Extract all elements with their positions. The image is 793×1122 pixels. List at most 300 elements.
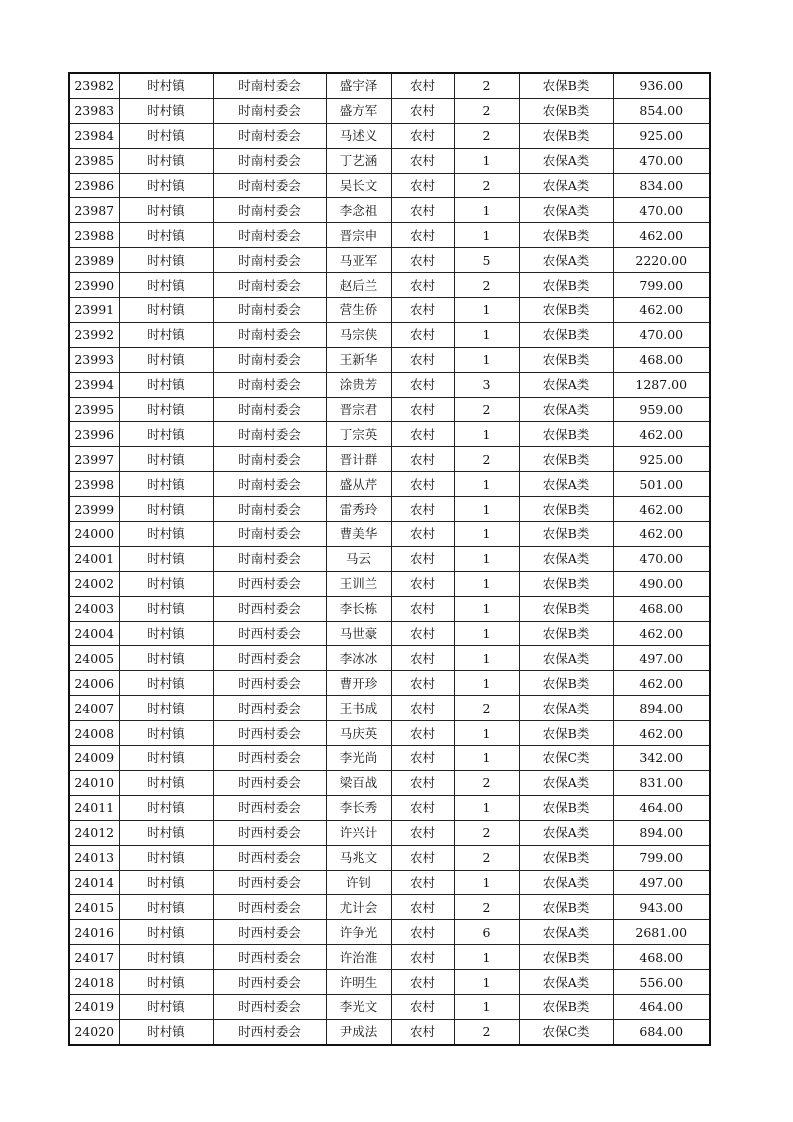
record-id-cell: 24011 <box>69 795 119 820</box>
village-committee-cell: 时西村委会 <box>213 994 326 1019</box>
member-count-cell: 1 <box>454 472 519 497</box>
amount-cell: 468.00 <box>613 596 710 621</box>
household-type-cell: 农村 <box>391 422 454 447</box>
record-id-cell: 24017 <box>69 945 119 970</box>
household-type-cell: 农村 <box>391 920 454 945</box>
insurance-category-cell: 农保C类 <box>519 1019 613 1044</box>
town-cell: 时村镇 <box>119 472 213 497</box>
person-name-cell: 盛宇泽 <box>326 73 391 98</box>
insurance-category-cell: 农保A类 <box>519 820 613 845</box>
member-count-cell: 2 <box>454 73 519 98</box>
table-row <box>69 173 710 198</box>
village-committee-cell: 时南村委会 <box>213 447 326 472</box>
household-type-cell: 农村 <box>391 994 454 1019</box>
person-name-cell: 马世豪 <box>326 621 391 646</box>
household-type-cell: 农村 <box>391 372 454 397</box>
village-committee-cell: 时西村委会 <box>213 696 326 721</box>
person-name-cell: 许兴计 <box>326 820 391 845</box>
amount-cell: 462.00 <box>613 298 710 323</box>
person-name-cell: 许争光 <box>326 920 391 945</box>
household-type-cell: 农村 <box>391 347 454 372</box>
records-table <box>68 72 711 1046</box>
table-row <box>69 148 710 173</box>
member-count-cell: 2 <box>454 397 519 422</box>
insurance-category-cell: 农保A类 <box>519 248 613 273</box>
amount-cell: 936.00 <box>613 73 710 98</box>
insurance-category-cell: 农保A类 <box>519 198 613 223</box>
table-row <box>69 397 710 422</box>
household-type-cell: 农村 <box>391 945 454 970</box>
town-cell: 时村镇 <box>119 322 213 347</box>
member-count-cell: 1 <box>454 347 519 372</box>
household-type-cell: 农村 <box>391 870 454 895</box>
person-name-cell: 尹成法 <box>326 1019 391 1044</box>
member-count-cell: 6 <box>454 920 519 945</box>
amount-cell: 468.00 <box>613 347 710 372</box>
person-name-cell: 李冰冰 <box>326 646 391 671</box>
household-type-cell: 农村 <box>391 970 454 995</box>
village-committee-cell: 时西村委会 <box>213 596 326 621</box>
town-cell: 时村镇 <box>119 596 213 621</box>
amount-cell: 462.00 <box>613 721 710 746</box>
amount-cell: 2681.00 <box>613 920 710 945</box>
village-committee-cell: 时西村委会 <box>213 621 326 646</box>
member-count-cell: 2 <box>454 123 519 148</box>
household-type-cell: 农村 <box>391 522 454 547</box>
amount-cell: 925.00 <box>613 447 710 472</box>
village-committee-cell: 时南村委会 <box>213 422 326 447</box>
town-cell: 时村镇 <box>119 571 213 596</box>
town-cell: 时村镇 <box>119 123 213 148</box>
record-id-cell: 24013 <box>69 845 119 870</box>
person-name-cell: 晋宗君 <box>326 397 391 422</box>
village-committee-cell: 时西村委会 <box>213 721 326 746</box>
person-name-cell: 雷秀玲 <box>326 497 391 522</box>
table-row <box>69 123 710 148</box>
table-row <box>69 895 710 920</box>
insurance-category-cell: 农保A类 <box>519 472 613 497</box>
record-id-cell: 23989 <box>69 248 119 273</box>
town-cell: 时村镇 <box>119 148 213 173</box>
village-committee-cell: 时西村委会 <box>213 870 326 895</box>
table-row <box>69 248 710 273</box>
town-cell: 时村镇 <box>119 945 213 970</box>
amount-cell: 799.00 <box>613 845 710 870</box>
member-count-cell: 1 <box>454 298 519 323</box>
town-cell: 时村镇 <box>119 895 213 920</box>
insurance-category-cell: 农保B类 <box>519 795 613 820</box>
record-id-cell: 23982 <box>69 73 119 98</box>
member-count-cell: 1 <box>454 621 519 646</box>
household-type-cell: 农村 <box>391 721 454 746</box>
amount-cell: 2220.00 <box>613 248 710 273</box>
amount-cell: 462.00 <box>613 497 710 522</box>
insurance-category-cell: 农保B类 <box>519 223 613 248</box>
record-id-cell: 23990 <box>69 273 119 298</box>
amount-cell: 854.00 <box>613 98 710 123</box>
town-cell: 时村镇 <box>119 721 213 746</box>
table-row <box>69 646 710 671</box>
insurance-category-cell: 农保B类 <box>519 671 613 696</box>
member-count-cell: 2 <box>454 1019 519 1044</box>
member-count-cell: 1 <box>454 970 519 995</box>
record-id-cell: 24000 <box>69 522 119 547</box>
record-id-cell: 23985 <box>69 148 119 173</box>
record-id-cell: 24009 <box>69 746 119 771</box>
household-type-cell: 农村 <box>391 173 454 198</box>
household-type-cell: 农村 <box>391 497 454 522</box>
record-id-cell: 24002 <box>69 571 119 596</box>
person-name-cell: 晋计群 <box>326 447 391 472</box>
amount-cell: 468.00 <box>613 945 710 970</box>
amount-cell: 497.00 <box>613 646 710 671</box>
person-name-cell: 马亚军 <box>326 248 391 273</box>
town-cell: 时村镇 <box>119 372 213 397</box>
household-type-cell: 农村 <box>391 73 454 98</box>
amount-cell: 943.00 <box>613 895 710 920</box>
insurance-category-cell: 农保B类 <box>519 123 613 148</box>
table-row <box>69 73 710 98</box>
record-id-cell: 23983 <box>69 98 119 123</box>
insurance-category-cell: 农保A类 <box>519 970 613 995</box>
table-row <box>69 870 710 895</box>
village-committee-cell: 时南村委会 <box>213 198 326 223</box>
member-count-cell: 5 <box>454 248 519 273</box>
person-name-cell: 李长栋 <box>326 596 391 621</box>
household-type-cell: 农村 <box>391 1019 454 1044</box>
village-committee-cell: 时西村委会 <box>213 845 326 870</box>
amount-cell: 462.00 <box>613 621 710 646</box>
person-name-cell: 梁百战 <box>326 770 391 795</box>
village-committee-cell: 时西村委会 <box>213 945 326 970</box>
table-row <box>69 994 710 1019</box>
record-id-cell: 23999 <box>69 497 119 522</box>
household-type-cell: 农村 <box>391 148 454 173</box>
amount-cell: 490.00 <box>613 571 710 596</box>
person-name-cell: 马庆英 <box>326 721 391 746</box>
member-count-cell: 1 <box>454 994 519 1019</box>
town-cell: 时村镇 <box>119 746 213 771</box>
person-name-cell: 李光尚 <box>326 746 391 771</box>
village-committee-cell: 时南村委会 <box>213 298 326 323</box>
member-count-cell: 1 <box>454 746 519 771</box>
person-name-cell: 王书成 <box>326 696 391 721</box>
household-type-cell: 农村 <box>391 696 454 721</box>
household-type-cell: 农村 <box>391 447 454 472</box>
household-type-cell: 农村 <box>391 223 454 248</box>
table-row <box>69 746 710 771</box>
town-cell: 时村镇 <box>119 223 213 248</box>
table-row <box>69 522 710 547</box>
household-type-cell: 农村 <box>391 123 454 148</box>
record-id-cell: 24015 <box>69 895 119 920</box>
record-id-cell: 23991 <box>69 298 119 323</box>
household-type-cell: 农村 <box>391 845 454 870</box>
village-committee-cell: 时南村委会 <box>213 248 326 273</box>
insurance-category-cell: 农保B类 <box>519 347 613 372</box>
table-row <box>69 472 710 497</box>
village-committee-cell: 时南村委会 <box>213 347 326 372</box>
table-row <box>69 970 710 995</box>
household-type-cell: 农村 <box>391 646 454 671</box>
person-name-cell: 赵后兰 <box>326 273 391 298</box>
village-committee-cell: 时西村委会 <box>213 770 326 795</box>
table-row <box>69 422 710 447</box>
town-cell: 时村镇 <box>119 845 213 870</box>
record-id-cell: 23986 <box>69 173 119 198</box>
table-row <box>69 820 710 845</box>
village-committee-cell: 时南村委会 <box>213 148 326 173</box>
table-row <box>69 372 710 397</box>
table-row <box>69 198 710 223</box>
town-cell: 时村镇 <box>119 298 213 323</box>
table-row <box>69 621 710 646</box>
insurance-category-cell: 农保C类 <box>519 746 613 771</box>
insurance-category-cell: 农保B类 <box>519 522 613 547</box>
member-count-cell: 2 <box>454 845 519 870</box>
insurance-category-cell: 农保B类 <box>519 98 613 123</box>
table-row <box>69 497 710 522</box>
town-cell: 时村镇 <box>119 820 213 845</box>
household-type-cell: 农村 <box>391 198 454 223</box>
member-count-cell: 1 <box>454 546 519 571</box>
person-name-cell: 曹开珍 <box>326 671 391 696</box>
village-committee-cell: 时南村委会 <box>213 173 326 198</box>
village-committee-cell: 时西村委会 <box>213 820 326 845</box>
amount-cell: 470.00 <box>613 148 710 173</box>
person-name-cell: 涂贵芳 <box>326 372 391 397</box>
household-type-cell: 农村 <box>391 472 454 497</box>
town-cell: 时村镇 <box>119 994 213 1019</box>
town-cell: 时村镇 <box>119 671 213 696</box>
table-row <box>69 546 710 571</box>
insurance-category-cell: 农保B类 <box>519 621 613 646</box>
member-count-cell: 1 <box>454 322 519 347</box>
insurance-category-cell: 农保B类 <box>519 571 613 596</box>
person-name-cell: 曹美华 <box>326 522 391 547</box>
village-committee-cell: 时南村委会 <box>213 123 326 148</box>
person-name-cell: 许钊 <box>326 870 391 895</box>
town-cell: 时村镇 <box>119 795 213 820</box>
table-row <box>69 596 710 621</box>
table-row <box>69 98 710 123</box>
village-committee-cell: 时南村委会 <box>213 98 326 123</box>
table-row <box>69 273 710 298</box>
village-committee-cell: 时南村委会 <box>213 546 326 571</box>
member-count-cell: 1 <box>454 671 519 696</box>
town-cell: 时村镇 <box>119 198 213 223</box>
table-row <box>69 845 710 870</box>
insurance-category-cell: 农保A类 <box>519 770 613 795</box>
records-table-body <box>69 73 710 1045</box>
household-type-cell: 农村 <box>391 546 454 571</box>
insurance-category-cell: 农保A类 <box>519 546 613 571</box>
village-committee-cell: 时西村委会 <box>213 795 326 820</box>
person-name-cell: 营生侨 <box>326 298 391 323</box>
table-row <box>69 322 710 347</box>
record-id-cell: 24012 <box>69 820 119 845</box>
household-type-cell: 农村 <box>391 98 454 123</box>
insurance-category-cell: 农保B类 <box>519 298 613 323</box>
town-cell: 时村镇 <box>119 870 213 895</box>
town-cell: 时村镇 <box>119 1019 213 1044</box>
member-count-cell: 1 <box>454 223 519 248</box>
insurance-category-cell: 农保A类 <box>519 148 613 173</box>
member-count-cell: 2 <box>454 820 519 845</box>
village-committee-cell: 时南村委会 <box>213 497 326 522</box>
town-cell: 时村镇 <box>119 497 213 522</box>
insurance-category-cell: 农保B类 <box>519 596 613 621</box>
person-name-cell: 许明生 <box>326 970 391 995</box>
household-type-cell: 农村 <box>391 273 454 298</box>
household-type-cell: 农村 <box>391 248 454 273</box>
town-cell: 时村镇 <box>119 98 213 123</box>
record-id-cell: 23996 <box>69 422 119 447</box>
household-type-cell: 农村 <box>391 571 454 596</box>
record-id-cell: 24003 <box>69 596 119 621</box>
amount-cell: 925.00 <box>613 123 710 148</box>
town-cell: 时村镇 <box>119 522 213 547</box>
village-committee-cell: 时南村委会 <box>213 273 326 298</box>
member-count-cell: 1 <box>454 422 519 447</box>
household-type-cell: 农村 <box>391 397 454 422</box>
town-cell: 时村镇 <box>119 397 213 422</box>
person-name-cell: 丁艺涵 <box>326 148 391 173</box>
record-id-cell: 24019 <box>69 994 119 1019</box>
insurance-category-cell: 农保B类 <box>519 895 613 920</box>
member-count-cell: 1 <box>454 497 519 522</box>
member-count-cell: 1 <box>454 870 519 895</box>
amount-cell: 501.00 <box>613 472 710 497</box>
member-count-cell: 2 <box>454 273 519 298</box>
record-id-cell: 24004 <box>69 621 119 646</box>
record-id-cell: 24010 <box>69 770 119 795</box>
record-id-cell: 24018 <box>69 970 119 995</box>
person-name-cell: 马宗侠 <box>326 322 391 347</box>
person-name-cell: 王训兰 <box>326 571 391 596</box>
member-count-cell: 1 <box>454 596 519 621</box>
amount-cell: 470.00 <box>613 546 710 571</box>
insurance-category-cell: 农保B类 <box>519 845 613 870</box>
member-count-cell: 1 <box>454 148 519 173</box>
amount-cell: 959.00 <box>613 397 710 422</box>
town-cell: 时村镇 <box>119 248 213 273</box>
amount-cell: 464.00 <box>613 795 710 820</box>
table-row <box>69 795 710 820</box>
table-row <box>69 1019 710 1044</box>
member-count-cell: 2 <box>454 696 519 721</box>
person-name-cell: 马兆文 <box>326 845 391 870</box>
insurance-category-cell: 农保B类 <box>519 721 613 746</box>
village-committee-cell: 时南村委会 <box>213 397 326 422</box>
amount-cell: 470.00 <box>613 198 710 223</box>
insurance-category-cell: 农保A类 <box>519 173 613 198</box>
table-row <box>69 223 710 248</box>
amount-cell: 464.00 <box>613 994 710 1019</box>
amount-cell: 556.00 <box>613 970 710 995</box>
village-committee-cell: 时西村委会 <box>213 746 326 771</box>
household-type-cell: 农村 <box>391 795 454 820</box>
member-count-cell: 2 <box>454 98 519 123</box>
record-id-cell: 23995 <box>69 397 119 422</box>
member-count-cell: 2 <box>454 447 519 472</box>
insurance-category-cell: 农保B类 <box>519 73 613 98</box>
amount-cell: 799.00 <box>613 273 710 298</box>
member-count-cell: 2 <box>454 770 519 795</box>
amount-cell: 470.00 <box>613 322 710 347</box>
town-cell: 时村镇 <box>119 696 213 721</box>
town-cell: 时村镇 <box>119 546 213 571</box>
person-name-cell: 吴长文 <box>326 173 391 198</box>
amount-cell: 834.00 <box>613 173 710 198</box>
person-name-cell: 李光文 <box>326 994 391 1019</box>
household-type-cell: 农村 <box>391 322 454 347</box>
amount-cell: 462.00 <box>613 422 710 447</box>
amount-cell: 894.00 <box>613 820 710 845</box>
record-id-cell: 23998 <box>69 472 119 497</box>
household-type-cell: 农村 <box>391 820 454 845</box>
insurance-category-cell: 农保A类 <box>519 372 613 397</box>
town-cell: 时村镇 <box>119 970 213 995</box>
table-row <box>69 770 710 795</box>
record-id-cell: 24008 <box>69 721 119 746</box>
person-name-cell: 马云 <box>326 546 391 571</box>
village-committee-cell: 时西村委会 <box>213 571 326 596</box>
town-cell: 时村镇 <box>119 273 213 298</box>
town-cell: 时村镇 <box>119 73 213 98</box>
record-id-cell: 23984 <box>69 123 119 148</box>
amount-cell: 342.00 <box>613 746 710 771</box>
person-name-cell: 尤计会 <box>326 895 391 920</box>
town-cell: 时村镇 <box>119 646 213 671</box>
insurance-category-cell: 农保A类 <box>519 920 613 945</box>
village-committee-cell: 时西村委会 <box>213 1019 326 1044</box>
household-type-cell: 农村 <box>391 770 454 795</box>
member-count-cell: 2 <box>454 173 519 198</box>
record-id-cell: 24001 <box>69 546 119 571</box>
table-row <box>69 721 710 746</box>
record-id-cell: 23994 <box>69 372 119 397</box>
amount-cell: 1287.00 <box>613 372 710 397</box>
amount-cell: 497.00 <box>613 870 710 895</box>
table-row <box>69 671 710 696</box>
insurance-category-cell: 农保B类 <box>519 945 613 970</box>
village-committee-cell: 时南村委会 <box>213 522 326 547</box>
record-id-cell: 24016 <box>69 920 119 945</box>
person-name-cell: 许治淮 <box>326 945 391 970</box>
table-row <box>69 447 710 472</box>
insurance-category-cell: 农保B类 <box>519 422 613 447</box>
table-row <box>69 347 710 372</box>
record-id-cell: 23988 <box>69 223 119 248</box>
amount-cell: 894.00 <box>613 696 710 721</box>
record-id-cell: 24007 <box>69 696 119 721</box>
record-id-cell: 23987 <box>69 198 119 223</box>
person-name-cell: 晋宗申 <box>326 223 391 248</box>
town-cell: 时村镇 <box>119 422 213 447</box>
village-committee-cell: 时南村委会 <box>213 472 326 497</box>
household-type-cell: 农村 <box>391 671 454 696</box>
village-committee-cell: 时南村委会 <box>213 322 326 347</box>
record-id-cell: 23997 <box>69 447 119 472</box>
table-row <box>69 571 710 596</box>
member-count-cell: 1 <box>454 721 519 746</box>
member-count-cell: 2 <box>454 895 519 920</box>
person-name-cell: 马述义 <box>326 123 391 148</box>
town-cell: 时村镇 <box>119 347 213 372</box>
member-count-cell: 1 <box>454 795 519 820</box>
table-row <box>69 298 710 323</box>
